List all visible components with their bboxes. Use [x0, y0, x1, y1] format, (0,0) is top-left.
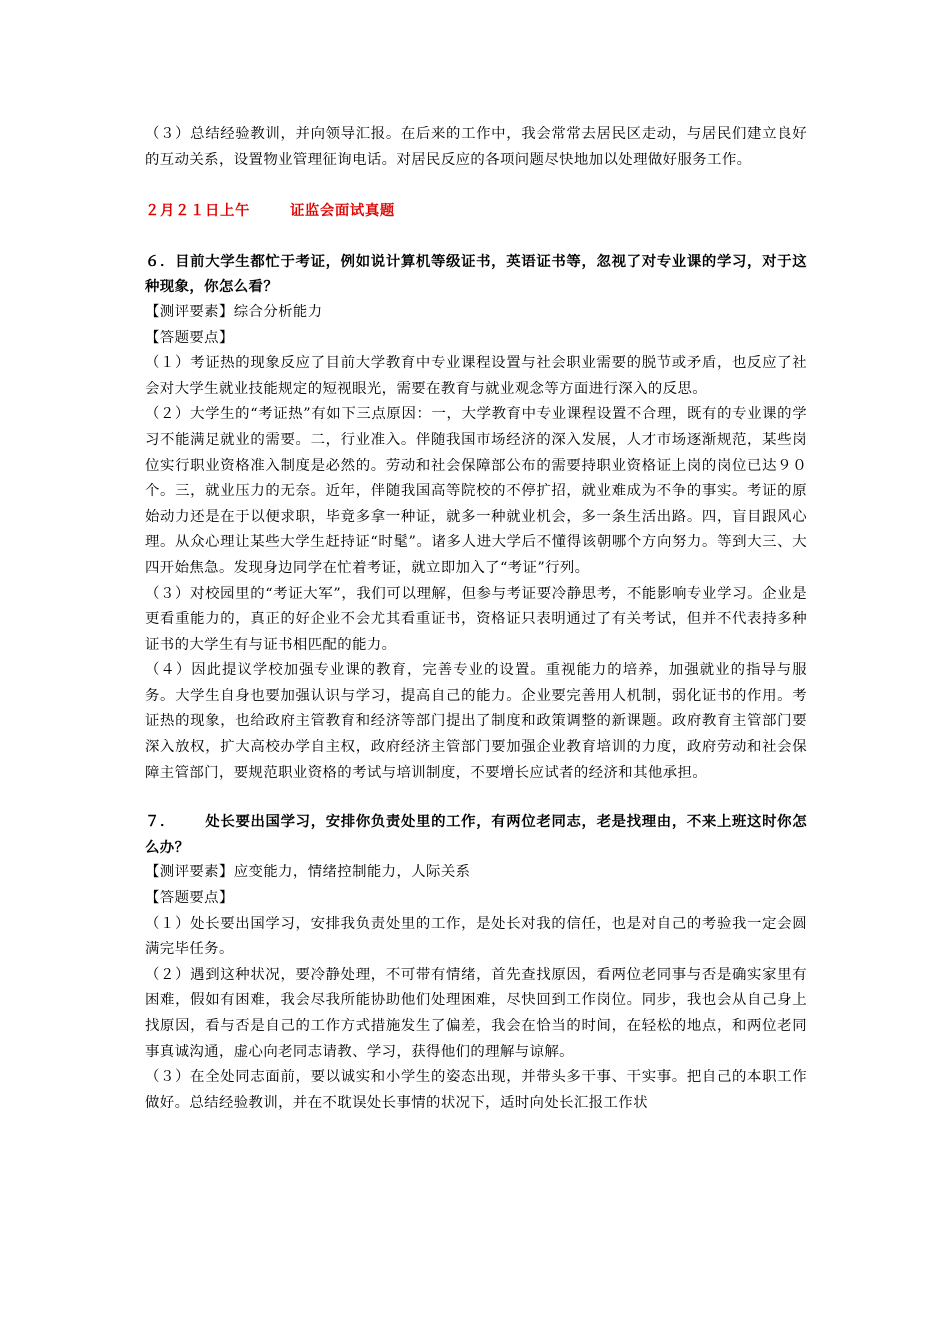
- question-7-factor: 【测评要素】应变能力，情绪控制能力，人际关系: [145, 864, 471, 881]
- question-6-title: ６．目前大学生都忙于考证，例如说计算机等级证书，英语证书等，忽视了对专业课的学习，对于这种现象，你怎么看？: [145, 252, 807, 296]
- question-7-key-label: 【答题要点】: [145, 890, 234, 907]
- document-page: [145, 122, 807, 1116]
- section-title: 证监会面试真题: [289, 202, 395, 220]
- section-heading: [145, 198, 807, 224]
- question-7-point-3: （３）在全处同志面前，要以诚实和小学生的姿态出现，并带头多干事、干实事。把自己的本职工作做好。总结经验教训，并在不耽误处长事情的状况下，适时向处长汇报工作状: [145, 1069, 807, 1111]
- question-7-number: ７．: [145, 813, 176, 831]
- question-6-point-4: （４）因此提议学校加强专业课的教育，完善专业的设置。重视能力的培养，加强就业的指导与服务。大学生自身也要加强认识与学习，提高自己的能力。企业要完善用人机制，弱化证书的作用。考证热的现象，也给政府主管教育和经济等部门提出了制度和政策调整的新课题。政府教育主管部门要深入放权，扩大高校办学自主权，政府经济主管部门要加强企业教育培训的力度，政府劳动和社会保障主管部门，要规范职业资格的考试与培训制度，不要增长应试者的经济和其他承担。: [145, 662, 807, 781]
- section-date: ２月２１日上午: [145, 202, 250, 220]
- question-6-key-label: 【答题要点】: [145, 329, 234, 346]
- question-6-point-1: （１）考证热的现象反应了目前大学教育中专业课程设置与社会职业需要的脱节或矛盾，也反应了社会对大学生就业技能规定的短视眼光，需要在教育与就业观念等方面进行深入的反思。: [145, 355, 807, 397]
- question-7-title: [145, 809, 807, 860]
- question-7-text: 处长要出国学习，安排你负责处里的工作，有两位老同志，老是找理由，不来上班这时你怎么办？: [145, 813, 807, 856]
- question-6-factor: 【测评要素】综合分析能力: [145, 303, 323, 320]
- question-7-point-1: （１）处长要出国学习，安排我负责处里的工作，是处长对我的信任，也是对自己的考验我一定会圆满完毕任务。: [145, 915, 807, 958]
- intro-paragraph-3: （３）总结经验教训，并向领导汇报。在后来的工作中，我会常常去居民区走动，与居民们建立良好的互动关系，设置物业管理征询电话。对居民反应的各项问题尽快地加以处理做好服务工作。: [145, 126, 807, 168]
- question-6-point-3: （３）对校园里的“考证大军”，我们可以理解，但参与考证要冷静思考，不能影响专业学习。企业是更看重能力的，真正的好企业不会尤其看重证书，资格证只表明通过了有关考试，但并不代表持多种证书的大学生有与证书相匹配的能力。: [145, 585, 807, 653]
- question-6-point-2: （２）大学生的“考证热”有如下三点原因：一，大学教育中专业课程设置不合理，既有的专业课的学习不能满足就业的需要。二，行业准入。伴随我国市场经济的深入发展，人才市场逐渐规范，某些岗位实行职业资格准入制度是必然的。劳动和社会保障部公布的需要持职业资格证上岗的岗位已达９０个。三，就业压力的无奈。近年，伴随我国高等院校的不停扩招，就业难成为不争的事实。考证的原始动力还是在于以便求职，毕竟多拿一种证，就多一种就业机会，多一条生活出路。四，盲目跟风心理。从众心理让某些大学生赶持证“时髦”。诸多人进大学后不懂得该朝哪个方向努力。等到大三、大四开始焦急。发现身边同学在忙着考证，就立即加入了“考证”行列。: [145, 406, 807, 576]
- question-7-point-2: （２）遇到这种状况，要冷静处理，不可带有情绪，首先查找原因，看两位老同事与否是确实家里有困难，假如有困难，我会尽我所能协助他们处理困难，尽快回到工作岗位。同步，我也会从自己身上找原因，看与否是自己的工作方式措施发生了偏差，我会在恰当的时间，在轻松的地点，和两位老同事真诚沟通，虚心向老同志请教、学习，获得他们的理解与谅解。: [145, 966, 807, 1060]
